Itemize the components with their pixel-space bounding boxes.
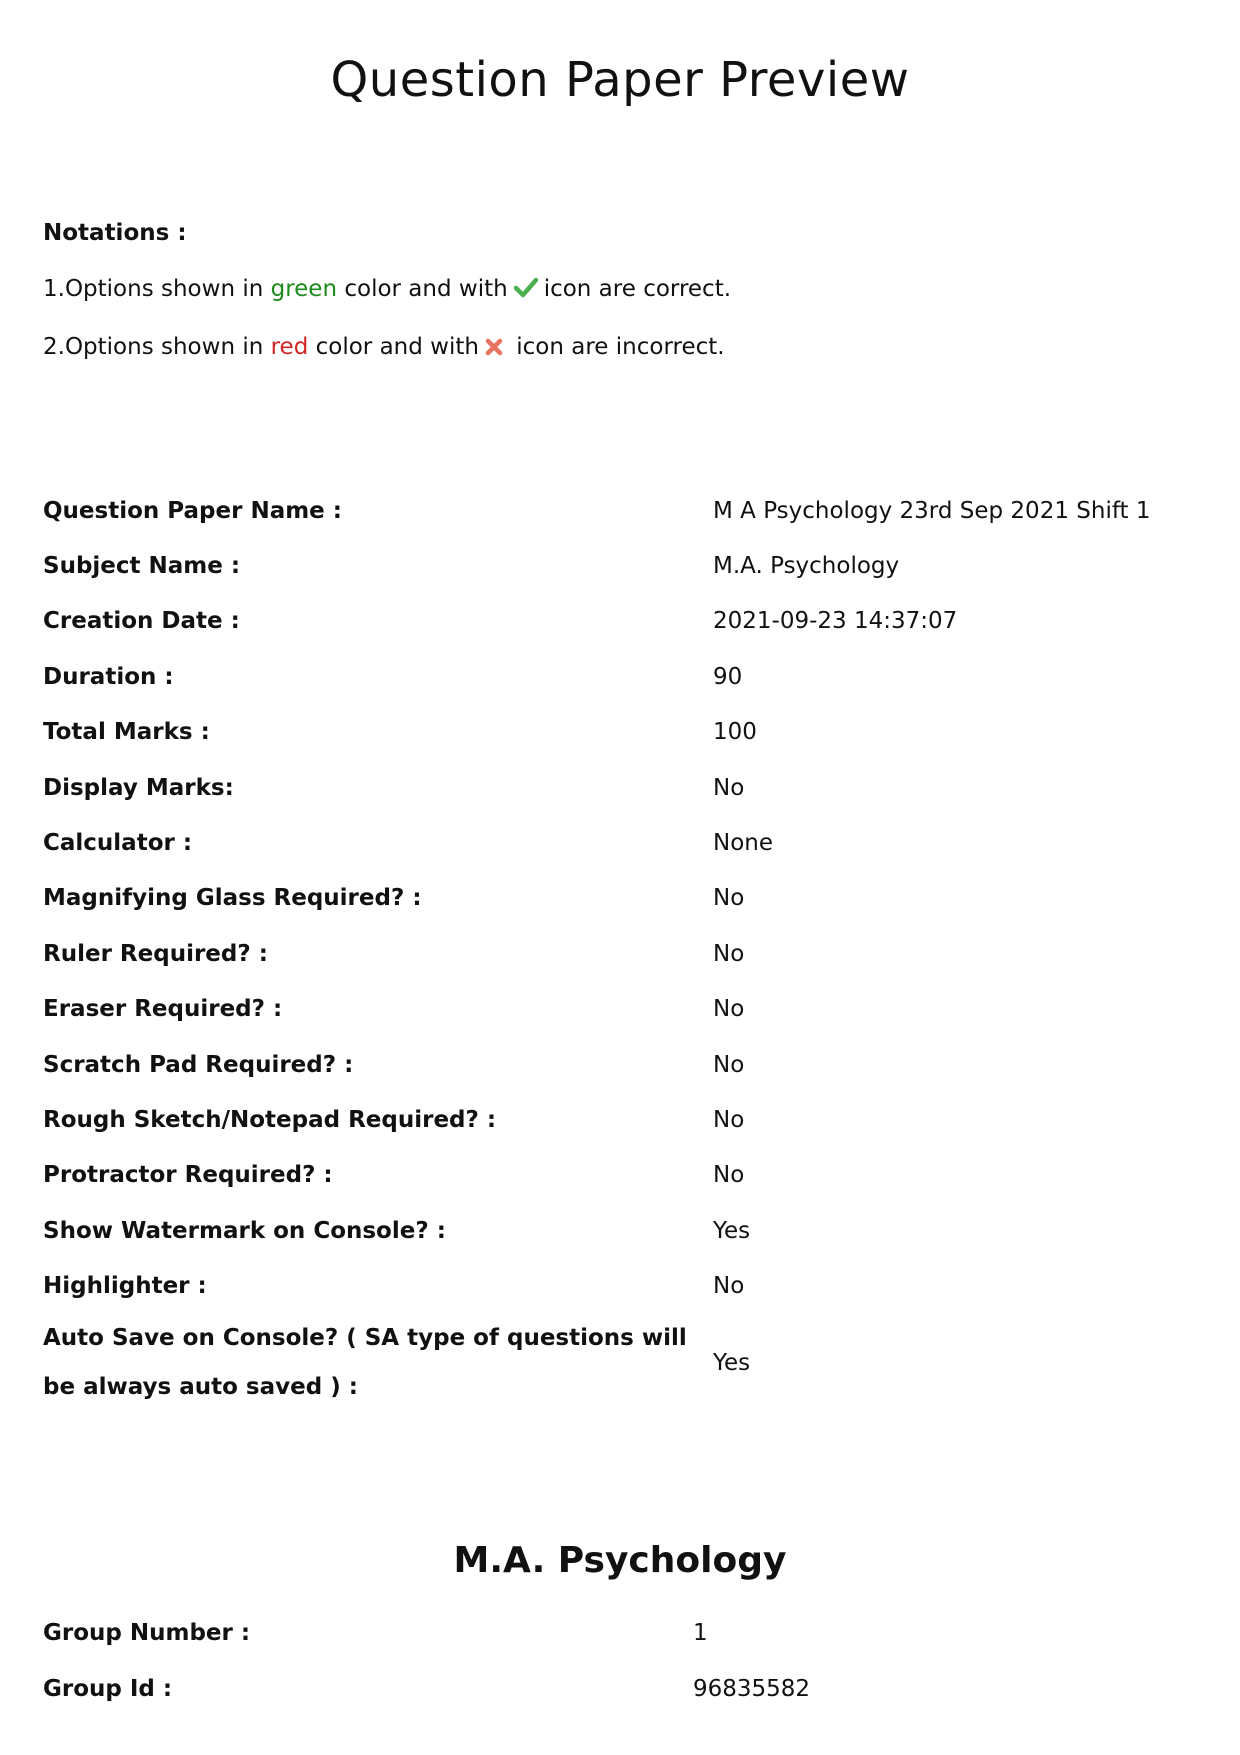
info-label: Calculator : [43, 830, 193, 857]
info-row [43, 1314, 1193, 1412]
info-value: 2021-09-23 14:37:07 [713, 608, 958, 635]
info-label: Protractor Required? : [43, 1162, 333, 1189]
info-value: No [713, 774, 745, 801]
info-row [43, 538, 1193, 593]
info-value: No [713, 1162, 745, 1189]
info-row [43, 705, 1193, 760]
notation-incorrect-line [43, 319, 731, 377]
info-label: Ruler Required? : [43, 940, 268, 967]
notation-green-word: green [270, 276, 338, 302]
info-value: No [713, 1051, 745, 1078]
notation-correct-line [43, 261, 731, 319]
info-value: 96835582 [693, 1676, 811, 1702]
info-row [43, 871, 1193, 926]
info-row [43, 1258, 1193, 1313]
info-label: Question Paper Name : [43, 497, 342, 524]
info-label: Total Marks : [43, 719, 210, 746]
notation-correct-suffix: icon are correct. [543, 276, 732, 302]
info-row [43, 594, 1193, 649]
info-value: No [713, 1106, 745, 1133]
info-value: No [713, 940, 745, 967]
info-value: 100 [713, 719, 757, 746]
info-label: Eraser Required? : [43, 996, 283, 1023]
notation-red-word: red [270, 334, 309, 360]
info-row [43, 982, 1193, 1037]
info-row [43, 1661, 1193, 1717]
info-row [43, 760, 1193, 815]
info-label: Highlighter : [43, 1273, 207, 1300]
info-label: Group Id : [43, 1676, 173, 1702]
info-label: Scratch Pad Required? : [43, 1051, 354, 1078]
group-info-table [43, 1605, 1193, 1717]
info-label: Subject Name : [43, 553, 241, 580]
info-value: No [713, 885, 745, 912]
notation-incorrect-suffix: icon are incorrect. [516, 334, 725, 360]
notation-correct-prefix: 1.Options shown in [43, 276, 264, 302]
notation-incorrect-prefix: 2.Options shown in [43, 334, 264, 360]
notation-incorrect-middle: color and with [315, 334, 479, 360]
info-label: Creation Date : [43, 608, 240, 635]
info-value: No [713, 996, 745, 1023]
info-label: Group Number : [43, 1620, 251, 1646]
notation-correct-middle: color and with [344, 276, 508, 302]
notations-heading: Notations : [43, 220, 187, 246]
info-row [43, 1605, 1193, 1661]
notations-block [43, 205, 731, 377]
section-title: M.A. Psychology [453, 1540, 787, 1581]
info-value: None [713, 830, 774, 857]
info-label: Rough Sketch/Notepad Required? : [43, 1106, 497, 1133]
info-value: Yes [713, 1349, 751, 1376]
info-label: Magnifying Glass Required? : [43, 885, 422, 912]
info-label: Show Watermark on Console? : [43, 1217, 446, 1244]
info-label: Duration : [43, 663, 174, 690]
info-row [43, 1148, 1193, 1203]
check-icon [514, 263, 538, 319]
info-value: Yes [713, 1217, 751, 1244]
info-row [43, 1092, 1193, 1147]
cross-icon [485, 321, 503, 377]
info-value: 1 [693, 1620, 708, 1646]
page-title: Question Paper Preview [330, 52, 910, 108]
paper-info-table [43, 483, 1193, 1412]
info-label: Auto Save on Console? ( SA type of questions will be always auto saved ) : [43, 1324, 687, 1400]
info-label: Display Marks: [43, 774, 234, 801]
info-row [43, 815, 1193, 870]
info-row [43, 1037, 1193, 1092]
info-value: No [713, 1273, 745, 1300]
info-value: 90 [713, 663, 743, 690]
info-row [43, 649, 1193, 704]
info-value: M.A. Psychology [713, 553, 900, 580]
info-value: M A Psychology 23rd Sep 2021 Shift 1 [713, 497, 1151, 524]
info-row [43, 926, 1193, 981]
info-row [43, 483, 1193, 538]
info-row [43, 1203, 1193, 1258]
